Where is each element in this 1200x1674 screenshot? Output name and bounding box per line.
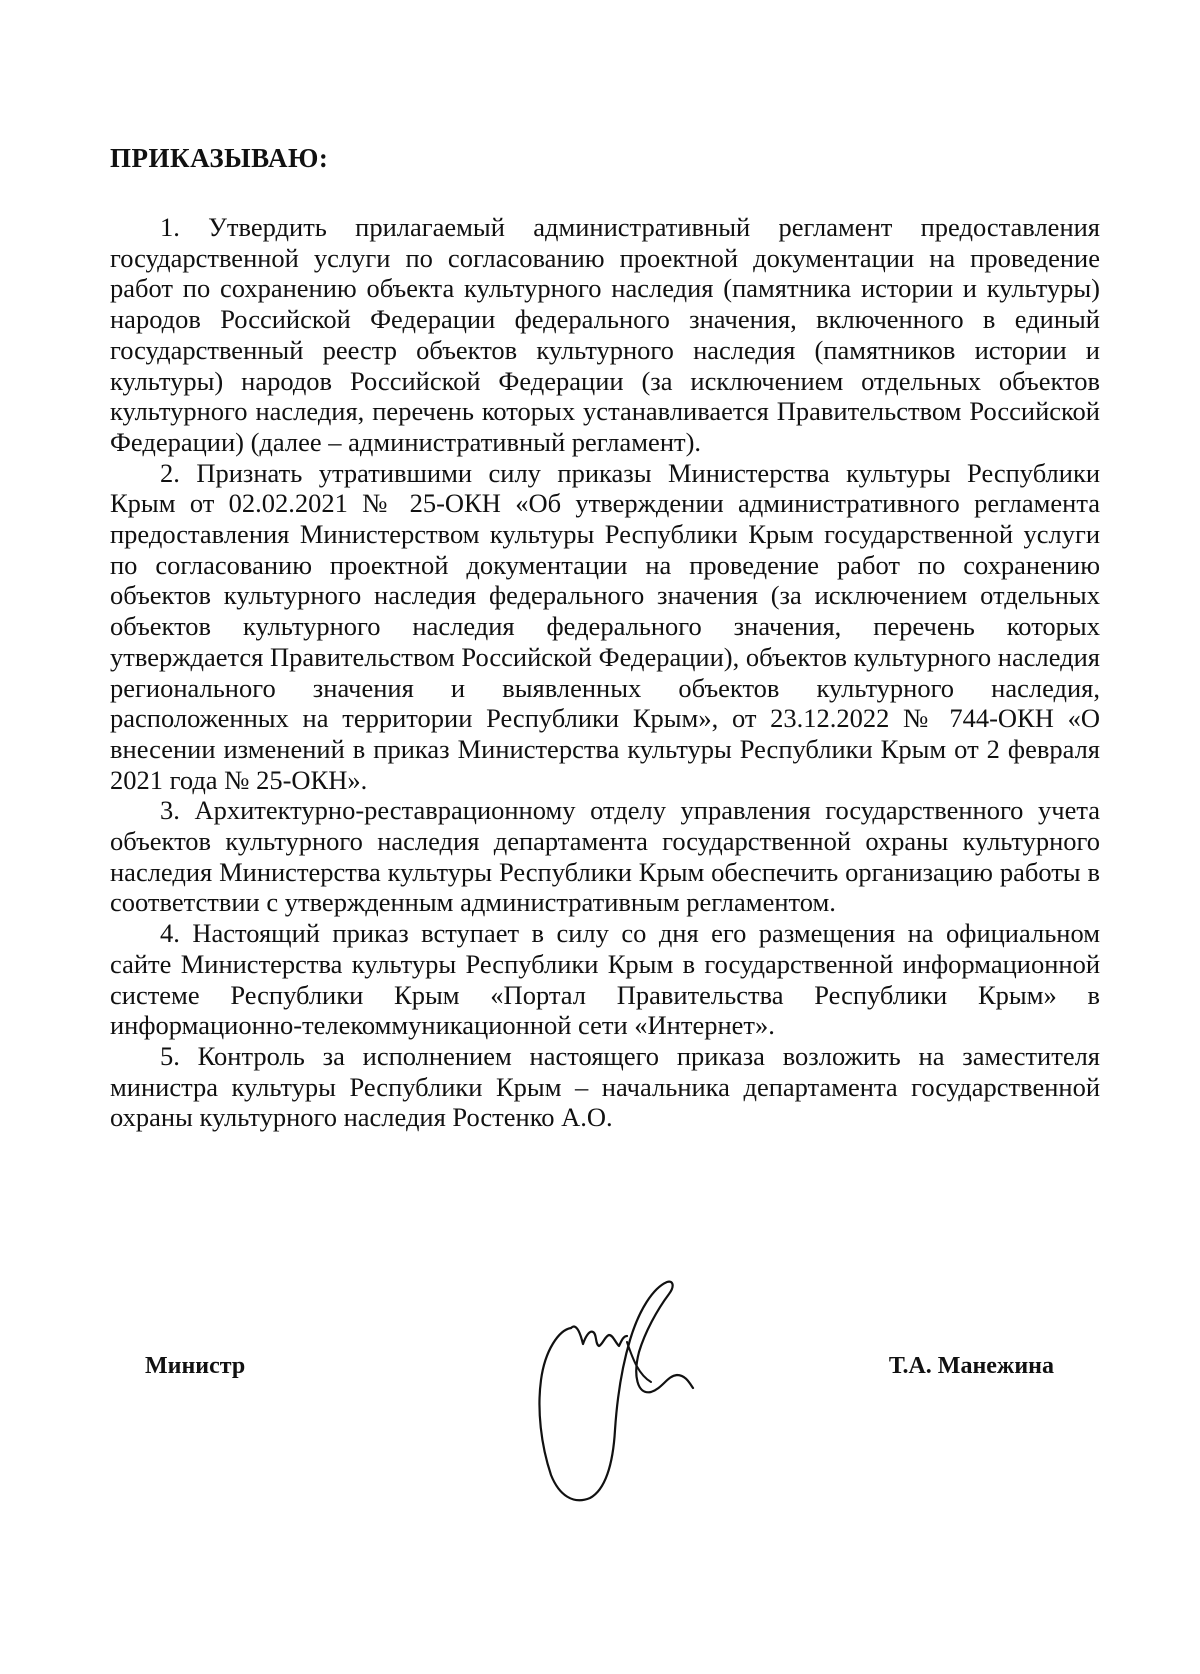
order-paragraph-2: 2. Признать утратившими силу приказы Министерства культуры Республики Крым от 02.02.2021 № 25-ОКН «Об утверждении административного регламента предоставления Министерством культуры Республики Крым государственной услуги по согласованию проектной документации на проведение работ по сохранению объектов культурного наследия федерального значения (за исключением отдельных объектов культурного наследия федерального значения, перечень которых утверждается Правительством Российской Федерации), объектов культурного наследия регионального значения и выявленных объектов культурного наследия, расположенных на территории Республики Крым», от 23.12.2022 № 744-ОКН «О внесении изменений в приказ Министерства культуры Республики Крым от 2 февраля 2021 года № 25-ОКН». (110, 457, 1100, 795)
order-paragraph-4: 4. Настоящий приказ вступает в силу со дня его размещения на официальном сайте Министерства культуры Республики Крым в государственной информационной системе Республики Крым «Портал Правительства Республики Крым» в информационно-телекоммуникационной сети «Интернет». (110, 918, 1100, 1041)
signatory-name: Т.А. Манежина (888, 1353, 1054, 1379)
signatory-title: Министр (145, 1353, 246, 1379)
order-paragraph-5: 5. Контроль за исполнением настоящего приказа возложить на заместителя министра культуры Республики Крым – начальника департамента государственной охраны культурного наследия Ростенко А.О. (110, 1040, 1100, 1133)
order-heading: ПРИКАЗЫВАЮ: (110, 143, 329, 173)
order-body (110, 212, 1100, 1133)
order-paragraph-3: 3. Архитектурно-реставрационному отделу управления государственного учета объектов культурного наследия департамента государственной охраны культурного наследия Министерства культуры Республики Крым обеспечить организацию работы в соответствии с утвержденным административным регламентом. (110, 795, 1100, 918)
handwritten-signature (535, 1280, 735, 1510)
signature-block (0, 1280, 1200, 1520)
order-paragraph-1: 1. Утвердить прилагаемый административный регламент предоставления государственной услуги по согласованию проектной документации на проведение работ по сохранению объекта культурного наследия (памятника истории и культуры) народов Российской Федерации федерального значения, включенного в единый государственный реестр объектов культурного наследия (памятников истории и культуры) народов Российской Федерации (за исключением отдельных объектов культурного наследия, перечень которых устанавливается Правительством Российской Федерации) (далее – административный регламент). (110, 212, 1100, 457)
